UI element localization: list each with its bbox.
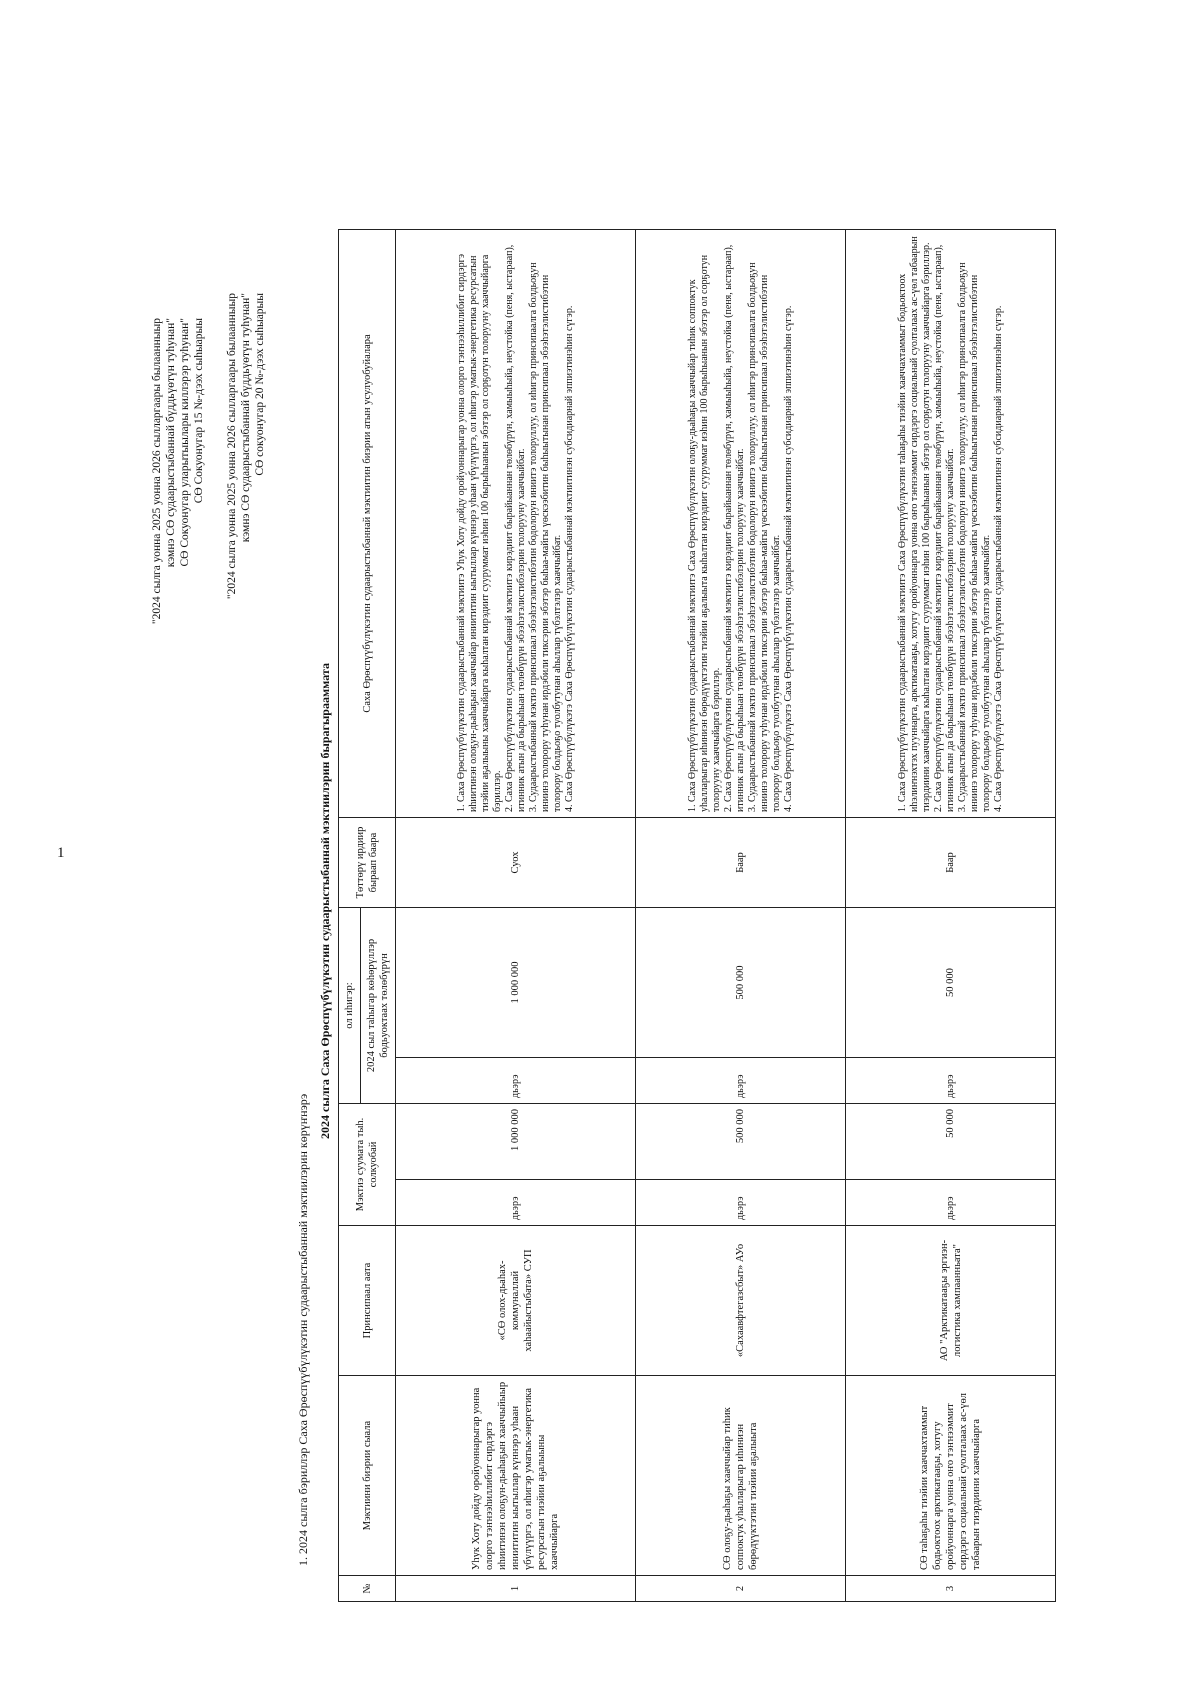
row-unit: дьэрэ: [846, 1180, 1056, 1226]
row-purpose: СӨ таһаҕаһы тиэйии хааччахтаммыт бодьоктоох арктикатааҕы, хотугу оройуоннарга уонна оҥо тэҥнээммит сирдэргэ социальнай суолталаах ас-үөл табаарын тиэрдиини хааччыйарга: [846, 1376, 1056, 1576]
header-recourse: Төттөрү ирдиир быраап баара: [339, 817, 396, 907]
page-number: 1: [57, 845, 65, 861]
condition-item: 2. Саха Өрөспүүбүлүкэтин судаарыстыбаннай мэктиитэ кирэдиит бырайыаннан төлөбүрүн, хамыыһыйа, неустойка (пеня, ыстараап), итинник атын да бырыһыан төлөбүрүн эбээһэтэлистибэлэрин толорууну хааччыйбат.: [932, 244, 956, 812]
section-title: 1. 2024 сылга бэриллэр Саха Өрөспүүбүлүкэтин судаарыстыбаннай мэктиилэрин көрүҥнэрэ: [296, 1093, 310, 1566]
condition-item: 3. Судаарыстыбаннай мэктиэ принсипаал эбээһэтэлистибэтин бодолорун иниитэ толоруллуу, ол иһигэр принсипаалга болдьоҕун иниинэ толорору туһунан ирдэбили тиксэрии эбэтэр быһаа-майгы үөскээбитин быһыытынан принсипаал эбээһэтэлистибэтин толорору болдьоҕо туолбутунан аһыллар түбэлтэлэр хааччыйбат.: [746, 262, 782, 812]
table-title: 2024 сылга Саха Өрөспүүбүлүкэтин судаарыстыбаннай мэктиилэрин бырагырааммата: [318, 663, 332, 1139]
header-ol: ол иһигэр:: [339, 907, 361, 1103]
condition-item: 4. Саха Өрөспүүбүлүкэтэ Саха Өрөспүүбүлүкэтин судаарыстыбаннай мэктиитинэн субсидиарнай эппиэтинэһин сүгэр.: [992, 305, 1004, 812]
condition-item: 3. Судаарыстыбаннай мэктиэ принсипаал эбээһэтэлистибэтин бодолорун иниитэ толоруллуу, ол иһигэр принсипаалга болдьоҕун иниинэ толорору туһунан ирдэбили тиксэрии эбэтэр быһаа-майгы үөскээбитин быһыытынан принсипаал эбээһэтэлистибэтин толорору болдьоҕо туолбутунан аһыллар түбэлтэлэр хааччыйбат.: [956, 262, 992, 812]
header-purpose: Мэктиини биэрии сыала: [339, 1376, 396, 1576]
annex-note-2: [225, 293, 267, 1638]
row-unit: дьэрэ: [636, 1058, 846, 1104]
condition-item: 1. Саха Өрөспүүбүлүкэтин судаарыстыбаннай мэктиитэ Уһук Хоту дойду оройуоннарыгар уонна олорго тэҥнээһиллибит сирдэргэ иһиитинэн олоҕун-дьаһаҕын хааччыйар иниититин ыытыллар күннэрэ уһаан үбүлүүргэ, ол иһигэр уматык-энергетика ресурсатын тиэйии аҕалыыны хааччыйарга кыһалтан кирэдиит сууруммат иэһин 100 бырыһыанын эбэтэр ол сорҕотун толорууну хааччыйарга бэриллэр.: [455, 254, 503, 812]
table-row: [396, 229, 636, 1601]
row-recourse: Баар: [636, 817, 846, 907]
condition-item: 1. Саха Өрөспүүбүлүкэтин судаарыстыбаннай мэктиитэ Саха Өрөспүүбүлүкэтин таһаҕаһы тиэйии хааччахтаммыт бодьоктоох иһэлиҥнэхтэх пууннарга, арктикатааҕы, хотугу оройуоннарга уонна оҥо тэҥнээммит сирдэргэ социальнай суолталаах ас-үөл табаарын тиэрдиини хааччыйарга кыһалтан кирэдиит сууруммат иэһин 100 бырыһыанын эбэтэр ол сорҕотун толорууну хааччыйарга бэриллэр.: [896, 236, 932, 812]
condition-item: 4. Саха Өрөспүүбүлүкэтэ Саха Өрөспүүбүлүкэтин судаарыстыбаннай мэктиитинэн субсидиарнай эппиэтинэһин сүгэр.: [782, 305, 794, 812]
row-unit: дьэрэ: [396, 1180, 636, 1226]
row-amount: 50 000: [846, 1104, 1056, 1180]
annex-1-line: СӨ Сокуонугар уларытыылары киллэрэр туһунан": [179, 318, 191, 567]
row-unit: дьэрэ: [636, 1180, 846, 1226]
row-principal: «СӨ олох-дьаһах-коммуналлай хаһаайыстыбата» СУП: [396, 1226, 636, 1376]
row-principal: АО "Арктикатааҕы эргиэн-логистика хампаанньата": [846, 1226, 1056, 1376]
annex-note-1: [150, 318, 206, 1638]
condition-item: 3. Судаарыстыбаннай мэктиэ принсипаал эбээһэтэлистибэтин бодолорун иниитэ толоруллуу, ол иһигэр принсипаалга болдьоҕун иниинэ толорору туһунан ирдэбили тиксэрии эбэтэр быһаа-майгы үөскээбитин быһыытынан принсипаал эбээһэтэлистибэтин толорору болдьоҕо туолбутунан аһыллар түбэлтэлэр хааччыйбат.: [527, 262, 563, 812]
row-conditions: [396, 229, 636, 817]
row-principal: «Сахаавфтегазсбыт» АУо: [636, 1226, 846, 1376]
row-ol-amount: 500 000: [636, 907, 846, 1057]
annex-1-line: "2024 сылга уонна 2025 уонна 2026 сылларгаары былаанныыр: [151, 318, 163, 625]
row-recourse: Баар: [846, 817, 1056, 907]
guarantees-table: [338, 229, 1056, 1602]
row-amount: 500 000: [636, 1104, 846, 1180]
row-ol-amount: 50 000: [846, 907, 1056, 1057]
condition-item: 1. Саха Өрөспүүбүлүкэтин судаарыстыбаннай мэктиитэ Саха Өрөспүүбүлүкэтин олоҕу-дьаһаҕы хааччыйар тиһик соппоктук уһалларыгар иһиниэн бөрөдүүктэтин тиэйии аҕалыыта кыһалтан кирэдиит сууруммат иэһин 100 бырыһыанын эбэтэр ол сорҕотун толорууну хааччыйарга бэриллэр.: [686, 254, 722, 812]
table-row: [636, 229, 846, 1601]
row-num: 1: [396, 1576, 636, 1602]
row-num: 2: [636, 1576, 846, 1602]
row-conditions: [846, 229, 1056, 817]
annex-1-line: СӨ Сокуонугар 15 №-дээх сыһыарыы: [193, 318, 205, 504]
row-purpose: СӨ олоҕу-дьаһаҕы хааччыйар тиһик соппоктук уһалларыгар иһиниэн бөрөдүүктэтин тиэйии аҕалыыта: [636, 1376, 846, 1576]
header-ol-sub: 2024 сыл таһыгар көһөрүллэр бодьуоктаах төлөбүрүн: [361, 907, 396, 1103]
row-unit: дьэрэ: [396, 1058, 636, 1104]
header-num: №: [339, 1576, 396, 1602]
row-ol-amount: 1 000 000: [396, 907, 636, 1057]
annex-2-line: кэмнэ СӨ судаарыстыбаннай бүддьүөтүн туһунан": [240, 293, 252, 543]
annex-2-line: "2024 сылга уонна 2025 уонна 2026 сылларгаары былаанныыр: [226, 293, 238, 600]
row-amount: 1 000 000: [396, 1104, 636, 1180]
annex-1-line: кэмнэ СӨ судаарыстыбаннай бүддьүөтүн туһунан": [165, 318, 177, 568]
annex-2-line: СӨ сокуонугар 20 №-дээх сыһыарыы: [254, 293, 266, 476]
condition-item: 4. Саха Өрөспүүбүлүкэтэ Саха Өрөспүүбүлүкэтин судаарыстыбаннай мэктиитинэн субсидиарнай эппиэтинэһин сүгэр.: [563, 305, 575, 812]
condition-item: 2. Саха Өрөспүүбүлүкэтин судаарыстыбаннай мэктиитэ кирэдиит бырайыаннан төлөбүрүн, хамыыһыйа, неустойка (пеня, ыстараап), итинник атын да бырыһыан төлөбүрүн эбээһэтэлистибэлэрин толорууну хааччыйбат.: [722, 244, 746, 812]
header-amount: Мэктиэ суумата тыһ. солкуобай: [339, 1104, 396, 1226]
header-principal: Принсипаал аата: [339, 1226, 396, 1376]
row-unit: дьэрэ: [846, 1058, 1056, 1104]
row-purpose: Уһук Хоту дойду оройуоннарыгар уонна олорго тэҥнээһиллибит сирдэргэ иһиитинэн олоҕун-дьаһаҕын хааччыйыыр иниититин ыытыллар күннэрэ уһаан үбүлүүргэ, ол иһигэр уматык-энергетика ресурсатын тиэйии аҕалыыны хааччыйарга: [396, 1376, 636, 1576]
row-conditions: [636, 229, 846, 817]
header-row: [339, 229, 361, 1601]
row-num: 3: [846, 1576, 1056, 1602]
header-conditions: Саха Өрөспүүбүлүкэтин судаарыстыбаннай мэктиитин биэрии атын усулуобуйалара: [339, 229, 396, 817]
condition-item: 2. Саха Өрөспүүбүлүкэтин судаарыстыбаннай мэктиитэ кирэдиит бырайыаннан төлөбүрүн, хамыыһыйа, неустойка (пеня, ыстараап), итинник атын да бырыһыан төлөбүрүн эбээһэтэлистибэлэрин толорууну хааччыйбат.: [503, 244, 527, 812]
table-row: [846, 229, 1056, 1601]
row-recourse: Суох: [396, 817, 636, 907]
